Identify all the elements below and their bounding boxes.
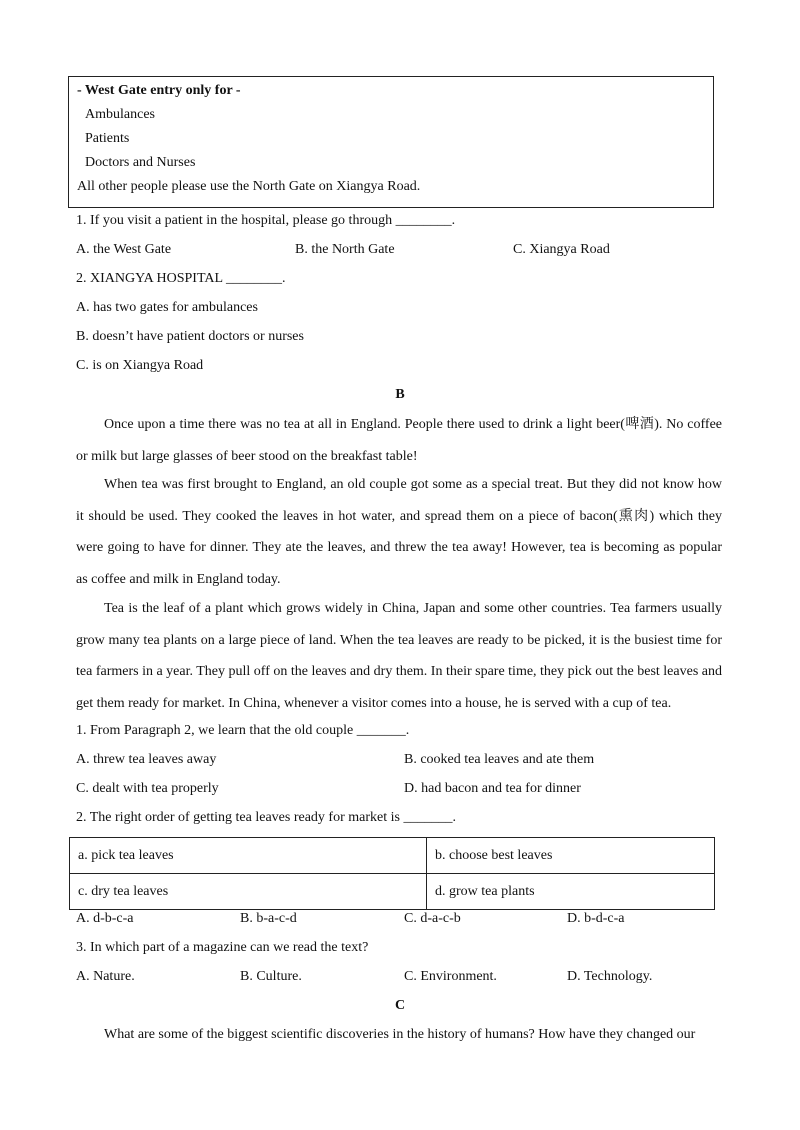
answer-option: B. cooked tea leaves and ate them [404,752,595,767]
west-gate-notice [68,76,714,208]
question-stem: 1. From Paragraph 2, we learn that the old couple _______. [76,723,410,738]
passage-paragraph: What are some of the biggest scientific discoveries in the history of humans? How have they changed our [104,1027,696,1042]
answer-option: D. had bacon and tea for dinner [404,781,581,796]
notice-footer: All other people please use the North Gate on Xiangya Road. [77,179,421,194]
steps-table [69,837,715,910]
notice-item: Ambulances [85,107,155,122]
answer-option: C. Xiangya Road [513,242,610,257]
passage-paragraph: When tea was first brought to England, an old couple got some as a special treat. But they did not know how it should be used. They cooked the leaves in hot water, and spread them on a piece of bacon(熏肉) which they were going to have for dinner. They ate the leaves, and threw the tea away! However, tea is becoming as popular as coffee and milk in England today. [76,477,722,587]
table-cell: b. choose best leaves [427,838,715,874]
table-cell: c. dry tea leaves [70,874,427,910]
question-stem: 2. The right order of getting tea leaves ready for market is _______. [76,810,456,825]
answer-option: B. b-a-c-d [240,911,297,926]
answer-option: C. Environment. [404,969,497,984]
table-cell: a. pick tea leaves [70,838,427,874]
question-stem: 3. In which part of a magazine can we read the text? [76,940,369,955]
table-row [70,874,715,910]
answer-option: A. the West Gate [76,242,172,257]
question-stem: 2. XIANGYA HOSPITAL ________. [76,271,286,286]
answer-option: C. dealt with tea properly [76,781,219,796]
question-stem: 1. If you visit a patient in the hospital, please go through ________. [76,213,456,228]
answer-option: C. d-a-c-b [404,911,461,926]
section-heading: B [395,387,405,402]
notice-item: Doctors and Nurses [85,155,196,170]
answer-option: A. threw tea leaves away [76,752,217,767]
notice-item: Patients [85,131,130,146]
answer-option: A. has two gates for ambulances [76,300,258,315]
table-cell: d. grow tea plants [427,874,715,910]
answer-option: D. b-d-c-a [567,911,625,926]
answer-option: D. Technology. [567,969,653,984]
passage-paragraph: Tea is the leaf of a plant which grows widely in China, Japan and some other countries. Tea farmers usually grow many tea plants on a large piece of land. When the tea leaves are ready to be picked, it is the busiest time for tea farmers in a year. They pull off on the leaves and dry them. In their spare time, they pick out the best leaves and get them ready for market. In China, whenever a visitor comes into a house, he is served with a cup of tea. [76,601,722,711]
answer-option: B. doesn’t have patient doctors or nurses [76,329,304,344]
answer-option: A. d-b-c-a [76,911,134,926]
answer-option: B. the North Gate [295,242,395,257]
answer-option: B. Culture. [240,969,302,984]
notice-title: - West Gate entry only for - [77,83,241,98]
table-row [70,838,715,874]
answer-option: C. is on Xiangya Road [76,358,204,373]
passage-paragraph: Once upon a time there was no tea at all in England. People there used to drink a light beer(啤酒). No coffee or milk but large glasses of beer stood on the breakfast table! [76,417,722,464]
section-heading: C [394,998,406,1013]
answer-option: A. Nature. [76,969,135,984]
